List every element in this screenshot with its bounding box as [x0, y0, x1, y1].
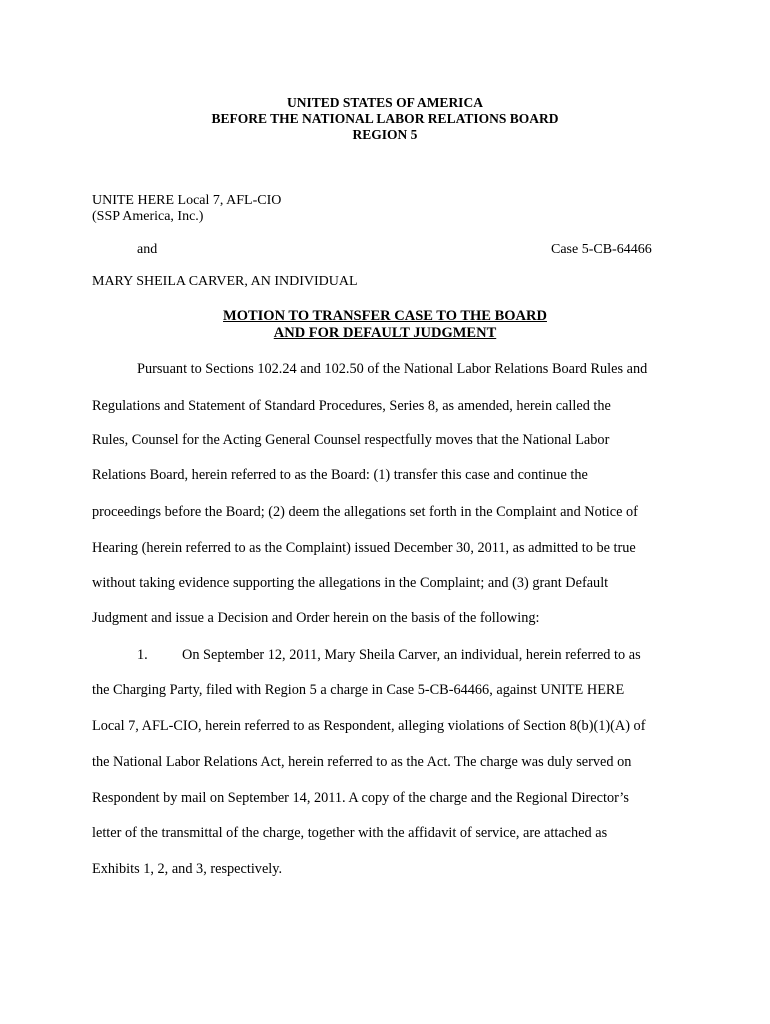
para1-line: the Charging Party, filed with Region 5 a charge in Case 5-CB-64466, against UNITE HERE — [92, 682, 625, 698]
charging-party: MARY SHEILA CARVER, AN INDIVIDUAL — [92, 274, 358, 289]
intro-line: Rules, Counsel for the Acting General Counsel respectfully moves that the National Labor — [92, 432, 610, 448]
caption-and: and — [137, 242, 158, 257]
para1-line: Local 7, AFL-CIO, herein referred to as Respondent, alleging violations of Section 8(b)(1)(A) of — [92, 718, 646, 734]
intro-line: Regulations and Statement of Standard Procedures, Series 8, as amended, herein called the — [92, 398, 611, 414]
motion-title-line2: AND FOR DEFAULT JUDGMENT — [273, 325, 497, 341]
header-country: UNITED STATES OF AMERICA — [287, 95, 483, 110]
intro-line: Relations Board, herein referred to as the Board: (1) transfer this case and continue the — [92, 467, 588, 483]
respondent-employer: (SSP America, Inc.) — [92, 209, 204, 224]
case-number: Case 5-CB-64466 — [551, 242, 652, 257]
intro-line: Judgment and issue a Decision and Order herein on the basis of the following: — [92, 610, 540, 626]
para1-line: letter of the transmittal of the charge, together with the affidavit of service, are attached as — [92, 825, 608, 841]
intro-line: Pursuant to Sections 102.24 and 102.50 of the National Labor Relations Board Rules and — [137, 361, 648, 377]
para1-line: the National Labor Relations Act, herein referred to as the Act. The charge was duly served on — [92, 754, 632, 770]
para1-line: On September 12, 2011, Mary Sheila Carver, an individual, herein referred to as — [182, 647, 641, 663]
header-board: BEFORE THE NATIONAL LABOR RELATIONS BOARD — [211, 111, 559, 126]
intro-line: without taking evidence supporting the allegations in the Complaint; and (3) grant Default — [92, 575, 609, 591]
para1-line: Exhibits 1, 2, and 3, respectively. — [92, 861, 283, 877]
header-region: REGION 5 — [352, 127, 418, 142]
para1-line: Respondent by mail on September 14, 2011. A copy of the charge and the Regional Director’s — [92, 790, 629, 806]
intro-line: proceedings before the Board; (2) deem the allegations set forth in the Complaint and Notice of — [92, 504, 638, 520]
respondent-name: UNITE HERE Local 7, AFL-CIO — [92, 193, 282, 208]
motion-title-line1: MOTION TO TRANSFER CASE TO THE BOARD — [223, 308, 547, 324]
paragraph-number: 1. — [137, 647, 148, 663]
intro-line: Hearing (herein referred to as the Complaint) issued December 30, 2011, as admitted to be true — [92, 540, 636, 556]
